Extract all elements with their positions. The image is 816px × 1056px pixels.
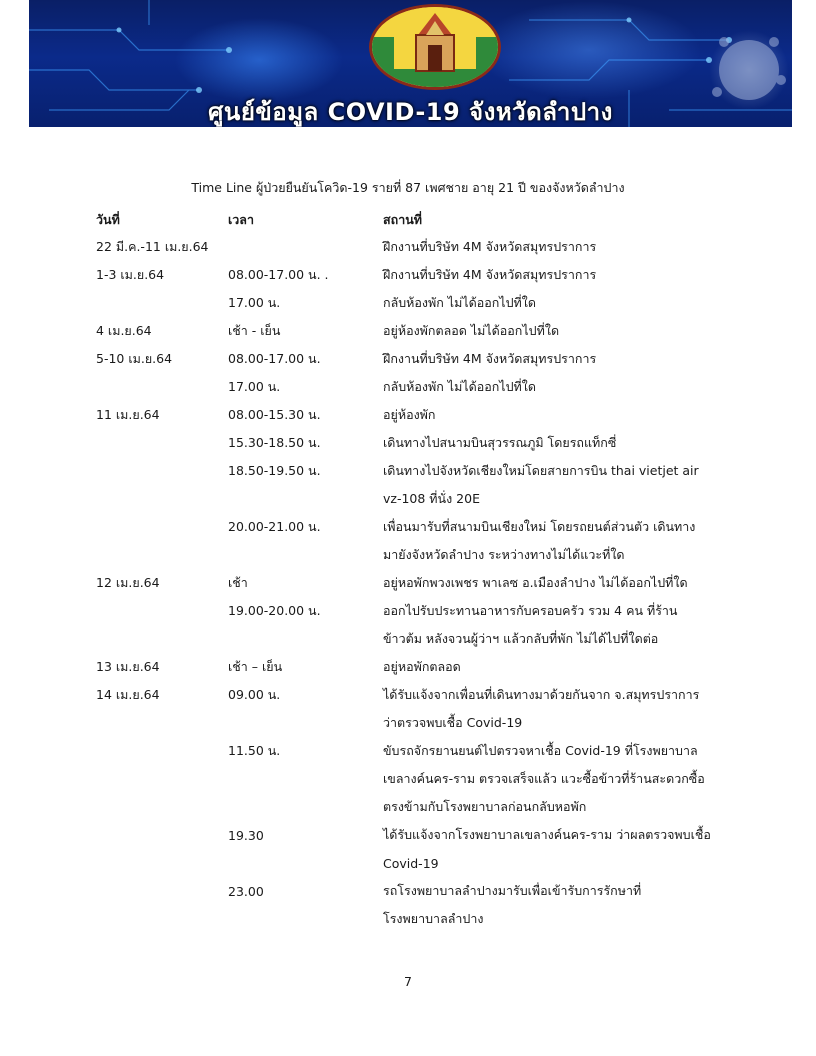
table-row <box>96 541 733 569</box>
table-row <box>96 429 733 457</box>
row-date: 4 เม.ย.64 <box>96 323 152 338</box>
row-date: 1-3 เม.ย.64 <box>96 267 165 282</box>
row-time <box>228 485 383 513</box>
table-row <box>96 765 733 793</box>
row-date <box>96 877 228 905</box>
row-date <box>96 905 228 933</box>
row-place: อยู่ห้องพักตลอด ไม่ได้ออกไปที่ใด <box>383 323 560 338</box>
header-banner <box>29 0 792 127</box>
table-row <box>96 653 733 681</box>
row-date <box>96 485 228 513</box>
row-place: เขลางค์นคร-ราม ตรวจเสร็จแล้ว แวะซื้อข้าวที่ร้านสะดวกซื้อ <box>383 771 705 786</box>
timeline-body <box>96 233 733 933</box>
table-row <box>96 877 733 905</box>
table-row <box>96 793 733 821</box>
row-time: 08.00-17.00 น. <box>228 351 321 366</box>
row-place: เดินทางไปสนามบินสุวรรณภูมิ โดยรถแท็กซี่ <box>383 435 617 450</box>
row-place: โรงพยาบาลลำปาง <box>383 911 484 926</box>
row-time <box>228 793 383 821</box>
row-time: 23.00 <box>228 883 264 899</box>
row-place: ฝึกงานที่บริษัท 4M จังหวัดสมุทรปราการ <box>383 351 597 366</box>
row-date <box>96 373 228 401</box>
row-place: ได้รับแจ้งจากโรงพยาบาลเขลางค์นคร-ราม ว่าผลตรวจพบเชื้อ <box>383 827 711 842</box>
row-time <box>228 765 383 793</box>
row-time <box>228 625 383 653</box>
table-row <box>96 317 733 345</box>
table-row <box>96 513 733 541</box>
row-time: 08.00-15.30 น. <box>228 407 321 422</box>
row-time: 17.00 น. <box>228 295 281 310</box>
row-date: 14 เม.ย.64 <box>96 687 160 702</box>
row-date <box>96 513 228 541</box>
place-column-header: สถานที่ <box>383 212 423 227</box>
row-place: ฝึกงานที่บริษัท 4M จังหวัดสมุทรปราการ <box>383 267 597 282</box>
row-time: เช้า <box>228 575 248 590</box>
virus-icon <box>712 37 786 100</box>
row-time: 19.00-20.00 น. <box>228 603 321 618</box>
table-row <box>96 737 733 765</box>
row-time: 15.30-18.50 น. <box>228 435 321 450</box>
row-time <box>228 849 383 877</box>
row-place: ได้รับแจ้งจากเพื่อนที่เดินทางมาด้วยกันจาก จ.สมุทรปราการ <box>383 687 700 702</box>
row-date <box>96 429 228 457</box>
lampang-seal-icon <box>369 4 501 90</box>
row-date <box>96 765 228 793</box>
row-time: 09.00 น. <box>228 687 281 702</box>
row-time: 19.30 <box>228 827 264 843</box>
banner-title: ศูนย์ข้อมูล COVID-19 จังหวัดลำปาง <box>208 98 613 126</box>
row-date <box>96 793 228 821</box>
row-time <box>228 905 383 933</box>
row-date <box>96 289 228 317</box>
row-time: 17.00 น. <box>228 379 281 394</box>
table-row <box>96 709 733 737</box>
row-place: ฝึกงานที่บริษัท 4M จังหวัดสมุทรปราการ <box>383 239 597 254</box>
row-time <box>228 709 383 737</box>
row-place: กลับห้องพัก ไม่ได้ออกไปที่ใด <box>383 295 536 310</box>
row-date <box>96 821 228 849</box>
row-place: ว่าตรวจพบเชื้อ Covid-19 <box>383 715 523 730</box>
table-row <box>96 485 733 513</box>
row-place: ข้าวต้ม หลังจวนผู้ว่าฯ แล้วกลับที่พัก ไม่ได้ไปที่ใดต่อ <box>383 631 659 646</box>
row-time <box>228 541 383 569</box>
row-place: รถโรงพยาบาลลำปางมารับเพื่อเข้ารับการรักษาที่ <box>383 883 642 898</box>
table-row <box>96 401 733 429</box>
table-row <box>96 289 733 317</box>
row-date <box>96 709 228 737</box>
table-row <box>96 681 733 709</box>
row-place: vz-108 ที่นั่ง 20E <box>383 491 480 506</box>
time-column-header: เวลา <box>228 212 254 227</box>
row-place: มายังจังหวัดลำปาง ระหว่างทางไม่ได้แวะที่ใด <box>383 547 625 562</box>
row-place: กลับห้องพัก ไม่ได้ออกไปที่ใด <box>383 379 536 394</box>
row-time: 18.50-19.50 น. <box>228 463 321 478</box>
table-row <box>96 569 733 597</box>
row-place: ขับรถจักรยานยนต์ไปตรวจหาเชื้อ Covid-19 ที่โรงพยาบาล <box>383 743 698 758</box>
row-time: 20.00-21.00 น. <box>228 519 321 534</box>
row-place: เดินทางไปจังหวัดเชียงใหม่โดยสายการบิน thai vietjet air <box>383 463 699 478</box>
table-row <box>96 905 733 933</box>
table-row <box>96 233 733 261</box>
table-row <box>96 597 733 625</box>
table-row <box>96 261 733 289</box>
page-number: 7 <box>404 974 412 989</box>
row-time: 11.50 น. <box>228 743 281 758</box>
table-header-row <box>96 207 733 233</box>
row-date <box>96 737 228 765</box>
row-place: ตรงข้ามกับโรงพยาบาลก่อนกลับหอพัก <box>383 799 587 814</box>
row-date <box>96 457 228 485</box>
document-title: Time Line ผู้ป่วยยืนยันโควิด-19 รายที่ 87 เพศชาย อายุ 21 ปี ของจังหวัดลำปาง <box>191 180 625 195</box>
row-date <box>96 597 228 625</box>
row-date: 12 เม.ย.64 <box>96 575 160 590</box>
table-row <box>96 345 733 373</box>
table-row <box>96 821 733 849</box>
row-date: 22 มี.ค.-11 เม.ย.64 <box>96 239 209 254</box>
row-place: อยู่หอพักตลอด <box>383 659 461 674</box>
row-time: เช้า – เย็น <box>228 659 283 674</box>
table-row <box>96 373 733 401</box>
row-time: 08.00-17.00 น. . <box>228 267 329 282</box>
timeline-table <box>96 207 733 933</box>
row-time <box>228 233 383 261</box>
table-row <box>96 849 733 877</box>
row-place: ออกไปรับประทานอาหารกับครอบครัว รวม 4 คน ที่ร้าน <box>383 603 678 618</box>
row-date <box>96 625 228 653</box>
row-date: 11 เม.ย.64 <box>96 407 160 422</box>
table-row <box>96 625 733 653</box>
row-time: เช้า - เย็น <box>228 323 281 338</box>
table-row <box>96 457 733 485</box>
row-place: อยู่ห้องพัก <box>383 407 436 422</box>
row-date <box>96 849 228 877</box>
row-place: อยู่หอพักพวงเพชร พาเลซ อ.เมืองลำปาง ไม่ได้ออกไปที่ใด <box>383 575 688 590</box>
date-column-header: วันที่ <box>96 212 120 227</box>
row-place: เพื่อนมารับที่สนามบินเชียงใหม่ โดยรถยนต์ส่วนตัว เดินทาง <box>383 519 696 534</box>
row-date: 13 เม.ย.64 <box>96 659 160 674</box>
row-place: Covid-19 <box>383 855 439 871</box>
row-date <box>96 541 228 569</box>
row-date: 5-10 เม.ย.64 <box>96 351 173 366</box>
